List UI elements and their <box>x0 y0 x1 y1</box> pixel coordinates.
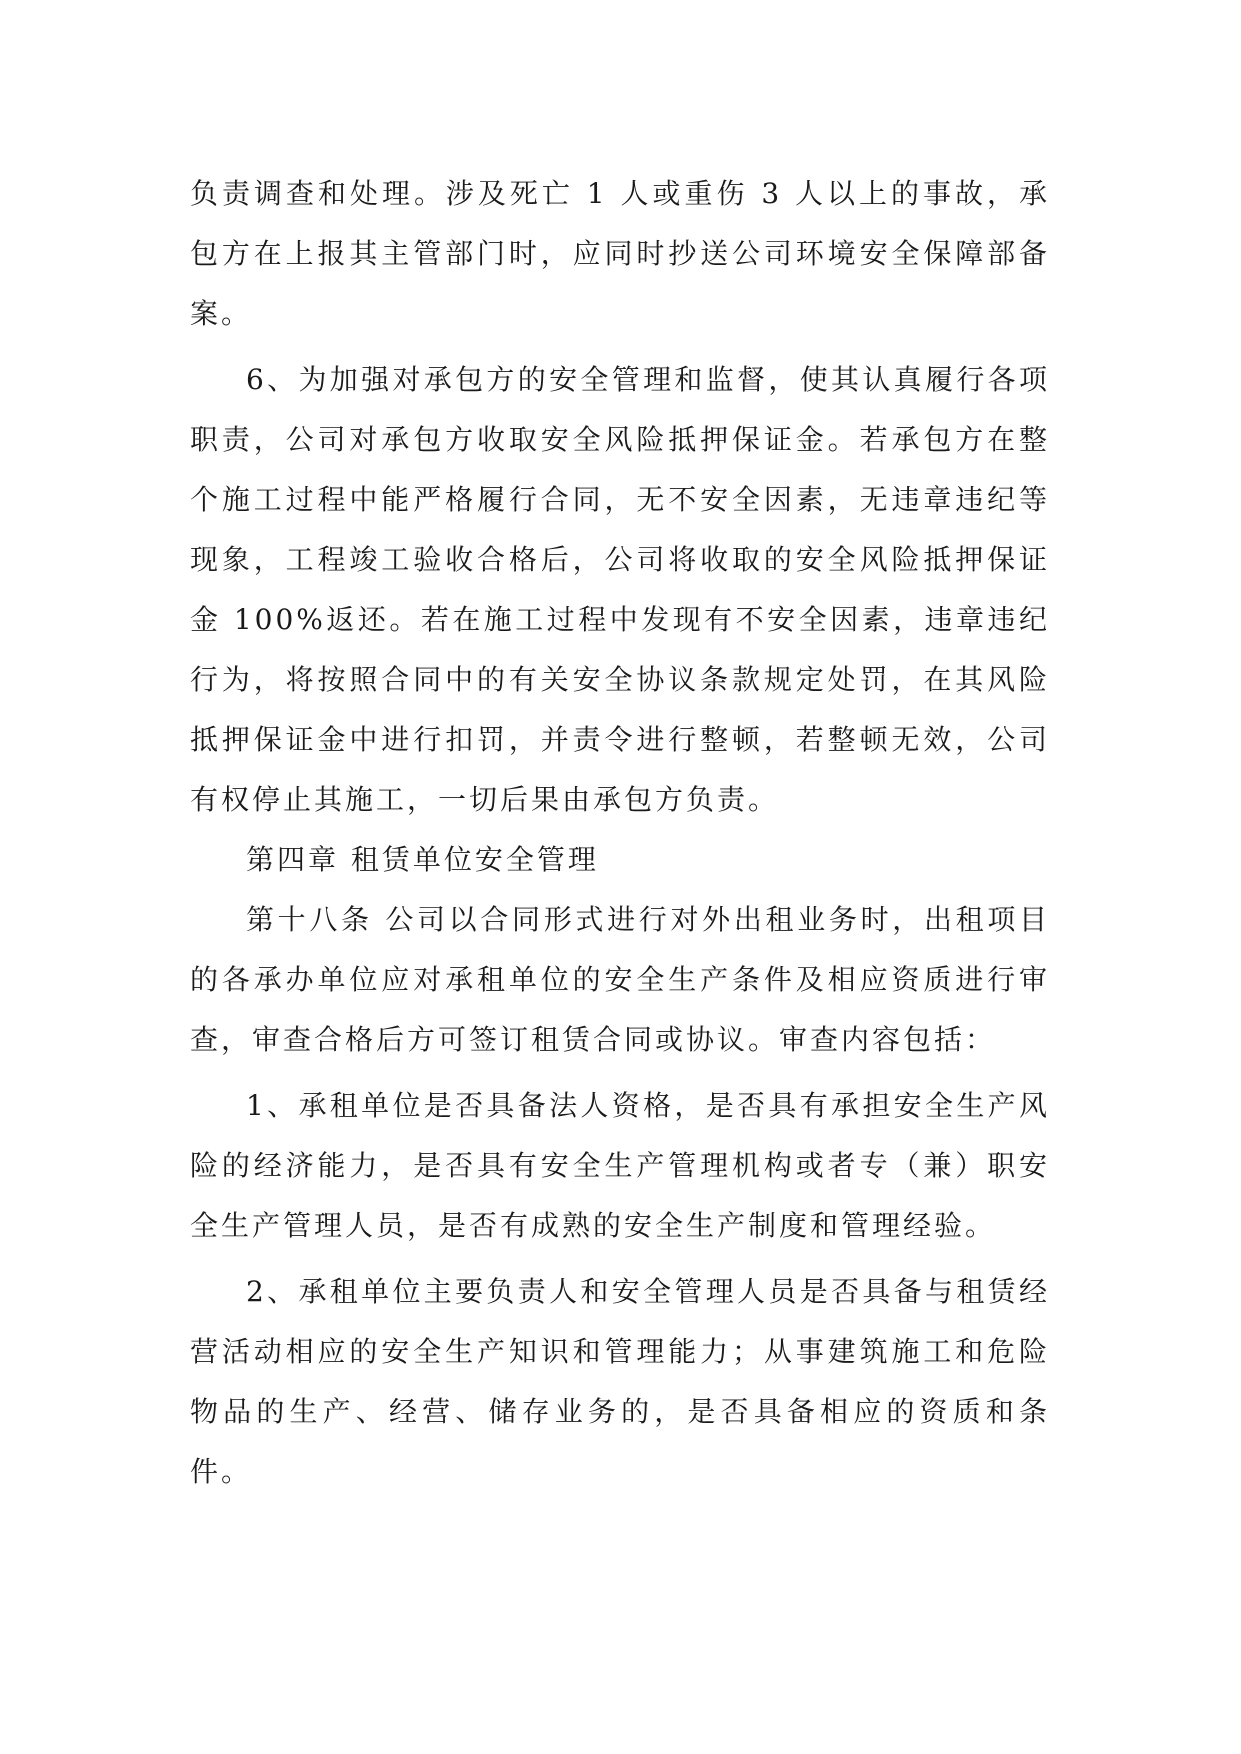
document-body <box>190 164 1050 1502</box>
paragraph-item-6: 6、为加强对承包方的安全管理和监督，使其认真履行各项职责，公司对承包方收取安全风险抵押保证金。若承包方在整个施工过程中能严格履行合同，无不安全因素，无违章违纪等现象，工程竣工验收合格后，公司将收取的安全风险抵押保证金 100%返还。若在施工过程中发现有不安全因素，违章违纪行为，将按照合同中的有关安全协议条款规定处罚，在其风险抵押保证金中进行扣罚，并责令进行整顿，若整顿无效，公司有权停止其施工，一切后果由承包方负责。 <box>190 363 1050 816</box>
paragraph-item-1: 1、承租单位是否具备法人资格，是否具有承担安全生产风险的经济能力，是否具有安全生产管理机构或者专（兼）职安全生产管理人员，是否有成熟的安全生产制度和管理经验。 <box>190 1089 1050 1242</box>
paragraph-item-2: 2、承租单位主要负责人和安全管理人员是否具备与租赁经营活动相应的安全生产知识和管理能力；从事建筑施工和危险物品的生产、经营、储存业务的，是否具备相应的资质和条件。 <box>190 1275 1050 1488</box>
paragraph-continuation: 负责调查和处理。涉及死亡 1 人或重伤 3 人以上的事故，承包方在上报其主管部门时，应同时抄送公司环境安全保障部备案。 <box>190 177 1050 330</box>
chapter-heading: 第四章 租赁单位安全管理 <box>246 843 599 876</box>
paragraph-article-18: 第十八条 公司以合同形式进行对外出租业务时，出租项目的各承办单位应对承租单位的安全生产条件及相应资质进行审查，审查合格后方可签订租赁合同或协议。审查内容包括： <box>190 903 1050 1056</box>
